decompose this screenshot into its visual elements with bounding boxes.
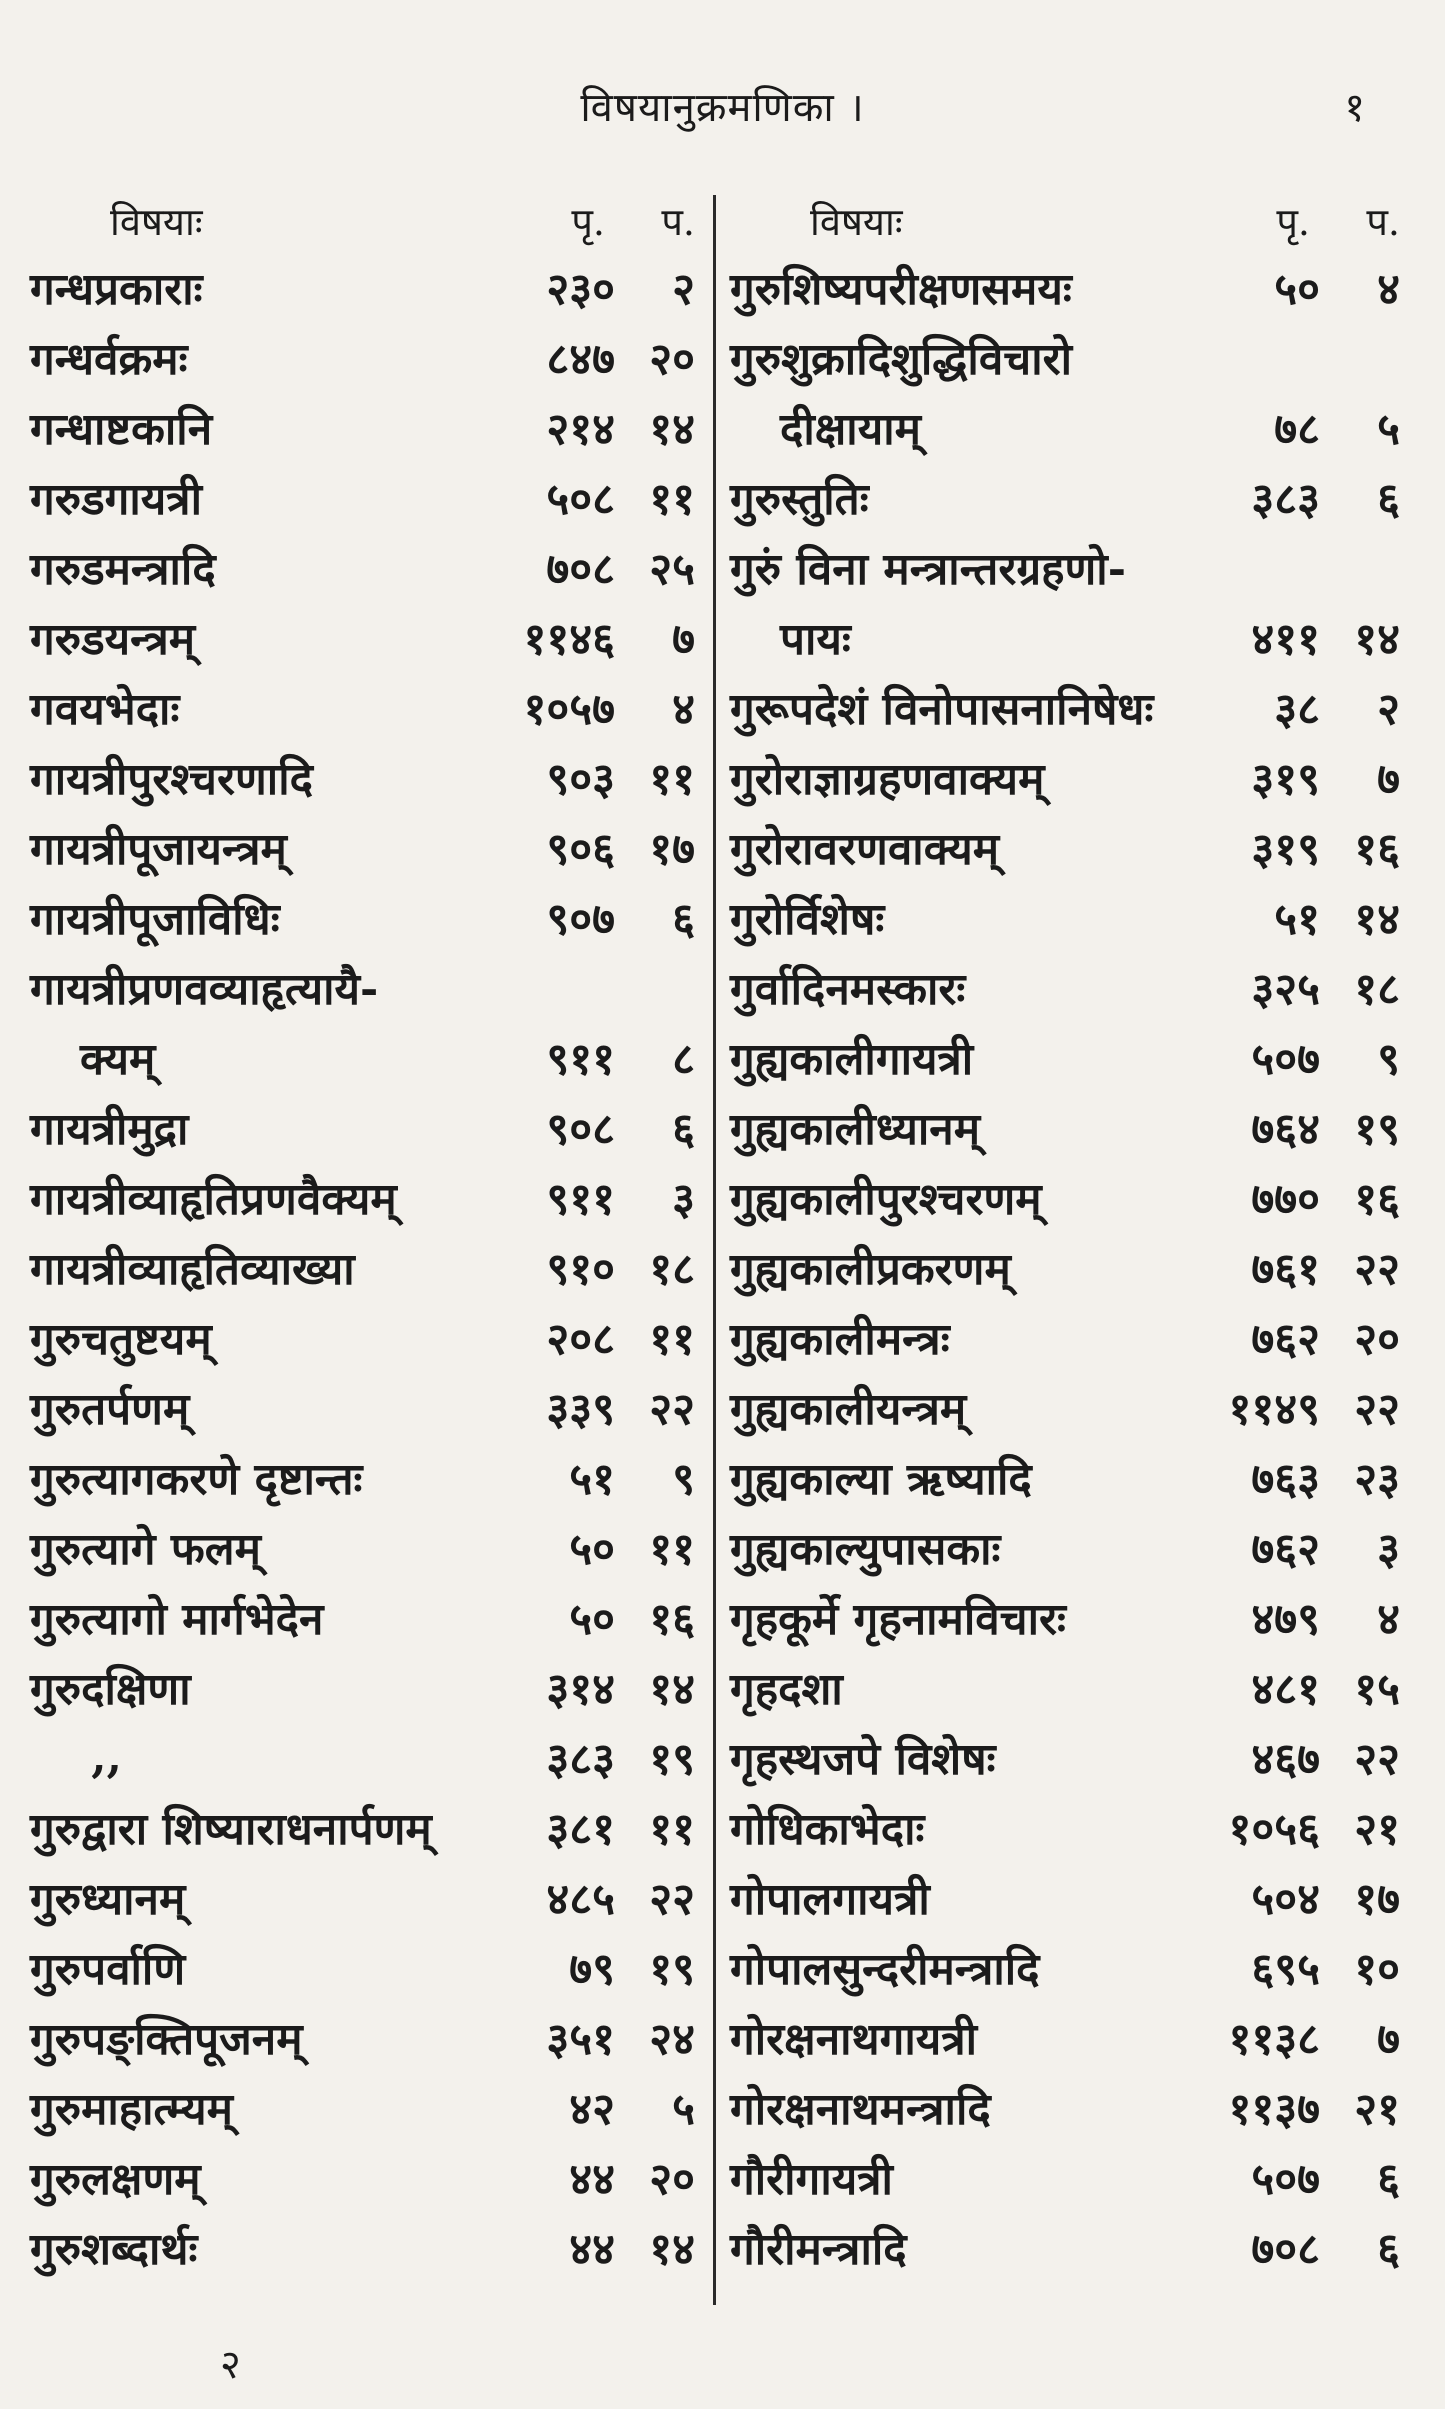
entry-paragraph: ११: [649, 1524, 695, 1575]
entry-paragraph: २५: [649, 544, 695, 595]
entry-page: ६९५: [1251, 1944, 1320, 1995]
index-entry: [730, 672, 1400, 742]
page-header: पृ.: [1276, 200, 1310, 244]
entry-paragraph: २२: [649, 1384, 695, 1435]
entry-paragraph: ७: [1377, 754, 1400, 805]
entry-paragraph: ५: [1377, 404, 1400, 455]
entry-paragraph: २०: [1354, 1314, 1400, 1365]
index-entry: [730, 1792, 1400, 1862]
entry-page: ९०७: [546, 894, 615, 945]
entry-paragraph: १४: [649, 1664, 695, 1715]
subject-header: विषयाः: [810, 200, 903, 244]
entry-paragraph: १६: [649, 1594, 695, 1645]
entry-subject: गायत्रीपुरश्चरणादि: [30, 754, 313, 805]
entry-subject: गृहस्थजपे विशेषः: [730, 1734, 996, 1785]
entry-subject: गोधिकाभेदाः: [730, 1804, 925, 1855]
entry-page: ७६३: [1251, 1454, 1320, 1505]
index-entry: [30, 1652, 695, 1722]
entry-page: ३५१: [546, 2014, 615, 2065]
entry-subject: गोरक्षनाथगायत्री: [730, 2014, 978, 2065]
entry-subject: पायः: [780, 614, 851, 665]
entry-subject: गुरुत्यागो मार्गभेदेन: [30, 1594, 324, 1645]
index-entry: [30, 252, 695, 322]
entry-subject: गवयभेदाः: [30, 684, 180, 735]
entry-paragraph: १७: [1354, 1874, 1400, 1925]
entry-subject: गायत्रीमुद्रा: [30, 1104, 189, 1155]
entry-subject: गरुडगायत्री: [30, 474, 202, 525]
index-entry: [730, 1442, 1400, 1512]
entry-page: ४४: [569, 2224, 615, 2275]
entry-page: ५०: [569, 1524, 615, 1575]
entry-page: ४११: [1251, 614, 1320, 665]
column-divider: [713, 195, 716, 2305]
entry-page: ९११: [546, 1174, 615, 1225]
entry-subject: गुरुशुक्रादिशुद्धिविचारो: [730, 334, 1073, 385]
index-entry: [30, 2072, 695, 2142]
entry-subject: गन्धप्रकाराः: [30, 264, 203, 315]
entry-paragraph: १०: [1354, 1944, 1400, 1995]
entry-subject: दीक्षायाम्: [780, 404, 921, 455]
entry-subject: गृहदशा: [730, 1664, 843, 1715]
entry-page: १०५७: [523, 684, 615, 735]
entry-paragraph: ११: [649, 474, 695, 525]
entry-subject: गायत्रीव्याहृतिप्रणवैक्यम्: [30, 1174, 397, 1225]
entry-paragraph: २२: [1354, 1734, 1400, 1785]
index-entry: [730, 322, 1400, 392]
index-entry: [730, 1932, 1400, 2002]
index-entry: [730, 2072, 1400, 2142]
entry-page: ७६२: [1251, 1314, 1320, 1365]
entry-paragraph: ८: [672, 1034, 695, 1085]
index-entry: [30, 1372, 695, 1442]
index-entry: [730, 1862, 1400, 1932]
index-entry: [30, 392, 695, 462]
paragraph-header: प.: [1366, 200, 1400, 244]
page-header: पृ.: [571, 200, 605, 244]
entry-page: ३८३: [546, 1734, 615, 1785]
entry-page: ७६२: [1251, 1524, 1320, 1575]
entry-subject: गुरुलक्षणम्: [30, 2154, 201, 2205]
entry-paragraph: १४: [1354, 614, 1400, 665]
index-entry: [30, 2002, 695, 2072]
entry-page: १०५६: [1228, 1804, 1320, 1855]
index-entry: [730, 1652, 1400, 1722]
entry-paragraph: १८: [1354, 964, 1400, 1015]
entry-page: ३१९: [1251, 824, 1320, 875]
entry-subject: गन्धाष्टकानि: [30, 404, 213, 455]
index-entry: [30, 462, 695, 532]
index-entry: [730, 462, 1400, 532]
entry-page: ५०: [569, 1594, 615, 1645]
index-entry: [30, 1862, 695, 1932]
entry-subject: गोपालसुन्दरीमन्त्रादि: [730, 1944, 1040, 1995]
entry-page: ३१४: [546, 1664, 615, 1715]
entry-paragraph: २०: [649, 334, 695, 385]
entry-page: २१४: [546, 404, 615, 455]
entry-page: ४२: [569, 2084, 615, 2135]
entry-subject: गुरोर्विशेषः: [730, 894, 885, 945]
entry-subject: गुरुदक्षिणा: [30, 1664, 191, 1715]
index-entry: [730, 1582, 1400, 1652]
entry-subject: गुह्यकाल्या ऋष्यादि: [730, 1454, 1032, 1505]
entry-paragraph: ६: [672, 1104, 695, 1155]
entry-subject: गुरोराज्ञाग्रहणवाक्यम्: [730, 754, 1045, 805]
entry-paragraph: ७: [1377, 2014, 1400, 2065]
entry-subject: गुरुतर्पणम्: [30, 1384, 190, 1435]
entry-subject: गोपालगायत्री: [730, 1874, 930, 1925]
index-entry: [730, 812, 1400, 882]
entry-subject: गुर्वादिनमस्कारः: [730, 964, 966, 1015]
entry-paragraph: २: [672, 264, 695, 315]
index-entry: [30, 1792, 695, 1862]
index-entry: [30, 1722, 695, 1792]
right-entry-list: [730, 252, 1400, 2282]
entry-subject: गुरुस्तुतिः: [730, 474, 869, 525]
entry-page: ९११: [546, 1034, 615, 1085]
entry-paragraph: २०: [649, 2154, 695, 2205]
index-entry: [30, 322, 695, 392]
entry-subject: गुरुशिष्यपरीक्षणसमयः: [730, 264, 1072, 315]
index-entry: [30, 1302, 695, 1372]
entry-paragraph: ९: [672, 1454, 695, 1505]
entry-subject: गुह्यकाल्युपासकाः: [730, 1524, 1001, 1575]
index-entry: [730, 1162, 1400, 1232]
entry-paragraph: २२: [1354, 1384, 1400, 1435]
entry-subject: गुरुद्वारा शिष्याराधनार्पणम्: [30, 1804, 432, 1855]
entry-paragraph: १९: [649, 1734, 695, 1785]
entry-subject: गुरुध्यानम्: [30, 1874, 186, 1925]
entry-page: ५१: [1274, 894, 1320, 945]
entry-page: ११३७: [1228, 2084, 1320, 2135]
entry-page: ३८: [1274, 684, 1320, 735]
entry-subject: गुरुशब्दार्थः: [30, 2224, 198, 2275]
entry-paragraph: १४: [1354, 894, 1400, 945]
entry-paragraph: २: [1377, 684, 1400, 735]
entry-page: ५०८: [546, 474, 615, 525]
entry-paragraph: ११: [649, 1804, 695, 1855]
entry-page: ७०८: [1251, 2224, 1320, 2275]
entry-subject: गुरोरावरणवाक्यम्: [730, 824, 1000, 875]
entry-page: ७०८: [546, 544, 615, 595]
entry-subject: गुरुपङ्क्तिपूजनम्: [30, 2014, 303, 2065]
entry-paragraph: २१: [1354, 2084, 1400, 2135]
entry-subject: गुरुमाहात्म्यम्: [30, 2084, 233, 2135]
entry-page: ३८३: [1251, 474, 1320, 525]
entry-page: ५१: [569, 1454, 615, 1505]
entry-subject: गुरूपदेशं विनोपासनानिषेधः: [730, 684, 1154, 735]
entry-page: ७६१: [1251, 1244, 1320, 1295]
entry-subject: गुरुपर्वाणि: [30, 1944, 186, 1995]
entry-subject: गौरीगायत्री: [730, 2154, 893, 2205]
page-number: १: [1344, 85, 1365, 131]
entry-paragraph: ४: [672, 684, 695, 735]
entry-page: ४६७: [1251, 1734, 1320, 1785]
entry-paragraph: २३: [1354, 1454, 1400, 1505]
entry-paragraph: ४: [1377, 264, 1400, 315]
entry-page: ९१०: [546, 1244, 615, 1295]
entry-page: ११४९: [1228, 1384, 1320, 1435]
left-column: [30, 190, 695, 2282]
index-entry: [30, 672, 695, 742]
entry-subject: गुह्यकालीयन्त्रम्: [730, 1384, 967, 1435]
entry-page: ९०३: [546, 754, 615, 805]
entry-subject: क्यम्: [80, 1034, 156, 1085]
index-entry: [30, 882, 695, 952]
entry-subject: गौरीमन्त्रादि: [730, 2224, 907, 2275]
entry-paragraph: ९: [1377, 1034, 1400, 1085]
entry-paragraph: ११: [649, 1314, 695, 1365]
entry-paragraph: ५: [672, 2084, 695, 2135]
entry-paragraph: २२: [1354, 1244, 1400, 1295]
entry-page: ३२५: [1251, 964, 1320, 1015]
entry-paragraph: १८: [649, 1244, 695, 1295]
entry-paragraph: १६: [1354, 824, 1400, 875]
entry-subject: ,,: [30, 1731, 122, 1783]
index-entry: [30, 602, 695, 672]
entry-page: ५०७: [1251, 1034, 1320, 1085]
index-entry: [730, 252, 1400, 322]
index-entry: [730, 2002, 1400, 2072]
right-column-header: [730, 190, 1400, 252]
entry-subject: गुह्यकालीगायत्री: [730, 1034, 974, 1085]
index-entry: [30, 1162, 695, 1232]
entry-subject: गुह्यकालीपुरश्चरणम्: [730, 1174, 1042, 1225]
entry-subject: गायत्रीव्याहृतिव्याख्या: [30, 1244, 355, 1295]
left-entry-list: [30, 252, 695, 2282]
entry-subject: गुह्यकालीध्यानम्: [730, 1104, 981, 1155]
index-entry: [30, 1092, 695, 1162]
index-entry: [30, 2142, 695, 2212]
entry-paragraph: १५: [1354, 1664, 1400, 1715]
entry-page: २०८: [546, 1314, 615, 1365]
entry-subject: गायत्रीपूजायन्त्रम्: [30, 824, 287, 875]
index-entry: [30, 742, 695, 812]
index-entry: [30, 1022, 695, 1092]
entry-paragraph: १७: [649, 824, 695, 875]
index-entry: [730, 1022, 1400, 1092]
entry-page: ११३८: [1228, 2014, 1320, 2065]
entry-page: ८४७: [546, 334, 615, 385]
entry-subject: गुरुचतुष्टयम्: [30, 1314, 212, 1365]
index-entry: [730, 602, 1400, 672]
entry-paragraph: २२: [649, 1874, 695, 1925]
entry-page: ११४६: [523, 614, 615, 665]
entry-subject: गरुडयन्त्रम्: [30, 614, 196, 665]
index-entry: [30, 1232, 695, 1302]
entry-subject: गुरुत्यागकरणे दृष्टान्तः: [30, 1454, 363, 1505]
index-entry: [30, 1512, 695, 1582]
index-entry: [730, 1302, 1400, 1372]
entry-paragraph: ६: [1377, 474, 1400, 525]
entry-subject: गुरुत्यागे फलम्: [30, 1524, 261, 1575]
entry-paragraph: ६: [1377, 2154, 1400, 2205]
entry-paragraph: १६: [1354, 1174, 1400, 1225]
entry-page: ९०६: [546, 824, 615, 875]
entry-page: ७९: [569, 1944, 615, 1995]
entry-subject: गुह्यकालीप्रकरणम्: [730, 1244, 1011, 1295]
index-entry: [30, 2212, 695, 2282]
entry-page: २३०: [546, 264, 615, 315]
entry-subject: गायत्रीप्रणवव्याहृत्यायै-: [30, 964, 379, 1015]
entry-page: ४८१: [1251, 1664, 1320, 1715]
index-entry: [730, 952, 1400, 1022]
index-entry: [730, 532, 1400, 602]
index-entry: [730, 1722, 1400, 1792]
signature-mark: २: [220, 2342, 241, 2388]
entry-page: ३८१: [546, 1804, 615, 1855]
index-entry: [730, 1092, 1400, 1162]
index-entry: [730, 392, 1400, 462]
entry-subject: गरुडमन्त्रादि: [30, 544, 216, 595]
entry-page: ४८५: [546, 1874, 615, 1925]
entry-subject: गृहकूर्मे गृहनामविचारः: [730, 1594, 1066, 1645]
entry-subject: गन्धर्वक्रमः: [30, 334, 188, 385]
entry-page: ५०: [1274, 264, 1320, 315]
entry-page: ७७०: [1251, 1174, 1320, 1225]
entry-page: ५०४: [1251, 1874, 1320, 1925]
entry-page: ४४: [569, 2154, 615, 2205]
entry-page: ४७९: [1251, 1594, 1320, 1645]
entry-page: ९०८: [546, 1104, 615, 1155]
index-entry: [730, 1512, 1400, 1582]
left-column-header: [30, 190, 695, 252]
entry-subject: गायत्रीपूजाविधिः: [30, 894, 280, 945]
entry-paragraph: ७: [672, 614, 695, 665]
right-column: [730, 190, 1400, 2282]
entry-subject: गुरुं विना मन्त्रान्तरग्रहणो-: [730, 544, 1126, 595]
entry-paragraph: २४: [649, 2014, 695, 2065]
entry-page: ५०७: [1251, 2154, 1320, 2205]
index-entry: [30, 812, 695, 882]
entry-paragraph: ३: [1377, 1524, 1400, 1575]
entry-paragraph: ३: [672, 1174, 695, 1225]
page-title: विषयानुक्रमणिका ।: [580, 85, 865, 131]
subject-header: विषयाः: [110, 200, 203, 244]
entry-page: ३३९: [546, 1384, 615, 1435]
index-entry: [30, 1932, 695, 2002]
index-entry: [30, 532, 695, 602]
entry-paragraph: ६: [1377, 2224, 1400, 2275]
entry-subject: गुह्यकालीमन्त्रः: [730, 1314, 950, 1365]
entry-paragraph: ४: [1377, 1594, 1400, 1645]
index-entry: [730, 882, 1400, 952]
entry-paragraph: १४: [649, 404, 695, 455]
entry-page: ७६४: [1251, 1104, 1320, 1155]
entry-paragraph: ११: [649, 754, 695, 805]
index-entry: [730, 742, 1400, 812]
paragraph-header: प.: [661, 200, 695, 244]
entry-subject: गोरक्षनाथमन्त्रादि: [730, 2084, 991, 2135]
entry-paragraph: १९: [649, 1944, 695, 1995]
entry-paragraph: १९: [1354, 1104, 1400, 1155]
entry-paragraph: २१: [1354, 1804, 1400, 1855]
index-entry: [30, 1442, 695, 1512]
entry-paragraph: ६: [672, 894, 695, 945]
index-entry: [730, 2142, 1400, 2212]
entry-page: ३१९: [1251, 754, 1320, 805]
index-entry: [730, 1232, 1400, 1302]
entry-paragraph: १४: [649, 2224, 695, 2275]
entry-page: ७८: [1274, 404, 1320, 455]
index-entry: [730, 2212, 1400, 2282]
index-entry: [730, 1372, 1400, 1442]
index-entry: [30, 952, 695, 1022]
index-entry: [30, 1582, 695, 1652]
